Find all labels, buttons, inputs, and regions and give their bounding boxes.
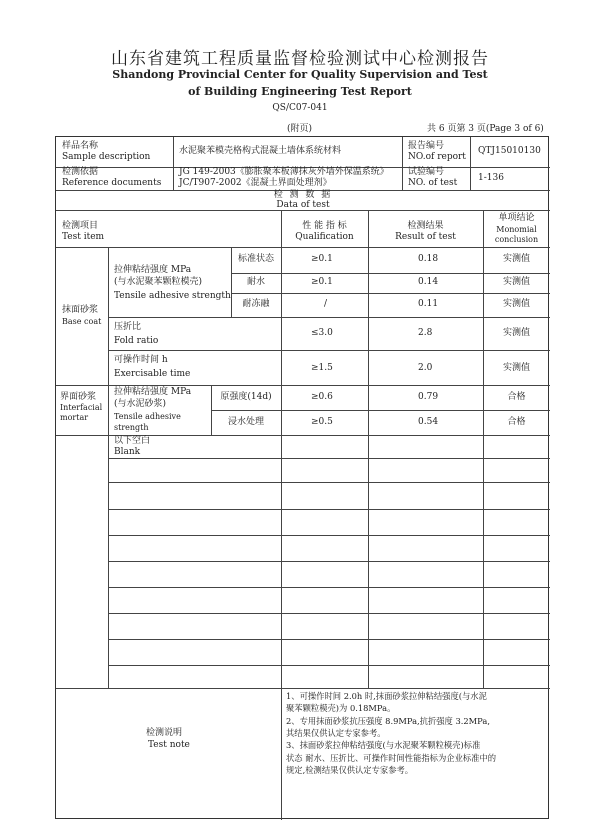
qual-value: ≤3.0 [311, 328, 333, 338]
note-line: 规定,检测结果仅供认定专家参考。 [286, 765, 414, 775]
if-tensile-label-en-2: strength [114, 423, 149, 432]
col-item-en: Test item [62, 232, 105, 242]
data-title-en: Data of test [276, 200, 330, 210]
note-line: 3、抹面砂浆拉伸粘结强度(与水泥聚苯颗粒模壳)标准 [286, 740, 481, 750]
condition-freeze-thaw: 耐冻融 [242, 299, 270, 309]
test-note-label-cn: 检测说明 [146, 728, 183, 738]
result-value: 2.8 [418, 328, 433, 338]
condition-water-immersion: 浸水处理 [227, 417, 264, 427]
group-interface-cn: 界面砂浆 [60, 392, 97, 402]
ref-value-2: JC/T907-2002《混凝土界面处理剂》 [179, 178, 332, 188]
qual-value: ≥0.1 [311, 277, 333, 287]
qual-value: ≥1.5 [311, 363, 333, 373]
conclusion-value: 合格 [507, 417, 526, 427]
col-result-en: Result of test [395, 232, 456, 242]
conclusion-value: 合格 [507, 392, 526, 402]
conclusion-value: 实测值 [502, 299, 530, 309]
conclusion-value: 实测值 [502, 254, 530, 264]
if-tensile-label-cn-2: (与水泥砂浆) [114, 399, 167, 409]
note-line: 其结果仅供认定专家参考。 [286, 728, 386, 738]
col-qual-en: Qualification [295, 232, 354, 242]
condition-original-strength: 原强度(14d) [220, 392, 272, 402]
condition-standard: 标准状态 [237, 254, 274, 264]
result-value: 0.18 [418, 254, 439, 264]
data-title-cn: 检 测 数 据 [273, 190, 333, 200]
ref-label-en: Reference documents [62, 178, 162, 188]
sample-value: 水泥聚苯模壳格构式混凝土墙体系统材料 [179, 146, 342, 156]
report-no-label-en: NO.of report [408, 152, 466, 162]
sample-label-cn: 样品名称 [62, 141, 99, 151]
group-base-coat-cn: 抹面砂浆 [62, 305, 99, 315]
conclusion-value: 实测值 [502, 277, 530, 287]
col-item-cn: 检测项目 [62, 221, 99, 231]
note-line: 2、专用抹面砂浆抗压强度 8.9MPa,抗折强度 3.2MPa, [286, 716, 490, 726]
test-note-label-en: Test note [148, 740, 190, 750]
form-code: QS/C07-041 [272, 103, 328, 113]
conclusion-value: 实测值 [502, 363, 530, 373]
report-title-en-line1: Shandong Provincial Center for Quality Supervision and Test [112, 68, 488, 81]
test-no-value: 1-136 [478, 173, 504, 183]
col-result-cn: 检测结果 [407, 221, 444, 231]
qual-value: ≥0.6 [311, 392, 333, 402]
fold-ratio-label-cn: 压折比 [114, 322, 142, 332]
blank-label-cn: 以下空白 [114, 436, 151, 446]
result-value: 0.11 [418, 299, 439, 309]
note-line: 聚苯颗粒模壳)为 0.18MPa。 [286, 703, 396, 713]
report-title-cn: 山东省建筑工程质量监督检验测试中心检测报告 [111, 49, 489, 69]
qual-value: / [324, 299, 328, 309]
test-no-label-cn: 试验编号 [408, 167, 445, 177]
attachment-label: (附页) [287, 124, 313, 134]
group-base-coat-en: Base coat [62, 317, 102, 326]
if-tensile-label-en-1: Tensile adhesive [114, 412, 181, 421]
if-tensile-label-cn-1: 拉伸粘结强度 MPa [114, 387, 192, 397]
report-no-label-cn: 报告编号 [408, 141, 445, 151]
blank-label-en: Blank [114, 447, 141, 457]
exercisable-time-label-cn: 可操作时间 h [114, 355, 168, 365]
condition-water: 耐水 [246, 277, 265, 287]
col-concl-en-2: conclusion [494, 235, 539, 244]
test-no-label-en: NO. of test [408, 178, 458, 188]
result-value: 2.0 [418, 363, 433, 373]
result-value: 0.54 [418, 417, 439, 427]
exercisable-time-label-en: Exercisable time [114, 369, 191, 379]
tensile-label-cn-1: 拉伸粘结强度 MPa [114, 265, 192, 275]
sample-label-en: Sample description [62, 152, 151, 162]
note-line: 状态 耐水、压折比、可操作时间性能指标为企业标准中的 [286, 753, 497, 763]
ref-value-1: JG 149-2003《膨胀聚苯板薄抹灰外墙外保温系统》 [179, 167, 389, 177]
result-value: 0.79 [418, 392, 439, 402]
group-interface-en-2: mortar [60, 413, 89, 422]
col-concl-cn: 单项结论 [498, 213, 535, 223]
report-title-en-line2: of Building Engineering Test Report [188, 85, 412, 98]
group-interface-en-1: Interfacial [60, 403, 103, 412]
page-info: 共 6 页第 3 页(Page 3 of 6) [427, 124, 544, 134]
tensile-label-en: Tensile adhesive strength [114, 291, 231, 301]
qual-value: ≥0.1 [311, 254, 333, 264]
result-value: 0.14 [418, 277, 439, 287]
tensile-label-cn-2: (与水泥聚苯颗粒模壳) [114, 277, 203, 287]
test-report-table [55, 136, 549, 819]
col-qual-cn: 性 能 指 标 [302, 221, 347, 231]
conclusion-value: 实测值 [502, 328, 530, 338]
ref-label-cn: 检测依据 [62, 167, 99, 177]
qual-value: ≥0.5 [311, 417, 333, 427]
report-no-value: QTJ15010130 [478, 146, 541, 156]
note-line: 1、可操作时间 2.0h 时,抹面砂浆拉伸粘结强度(与水泥 [286, 691, 487, 701]
col-concl-en-1: Monomial [496, 225, 537, 234]
fold-ratio-label-en: Fold ratio [114, 336, 159, 346]
